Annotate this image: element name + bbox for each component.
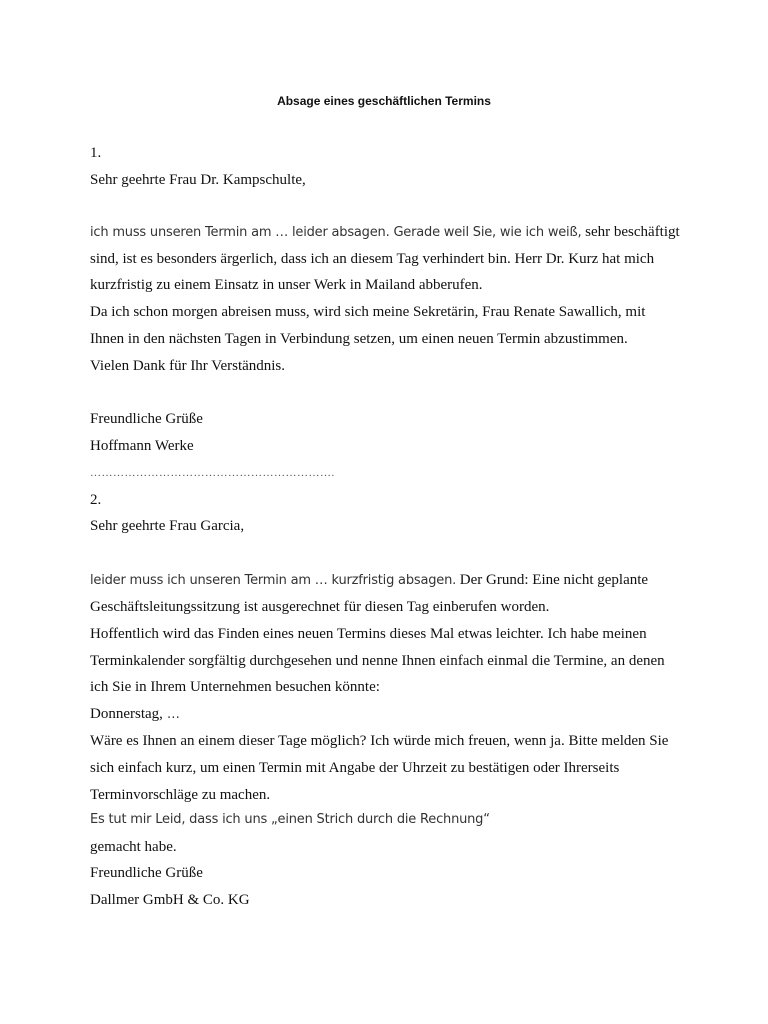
letter2-day-ellipsis: …	[162, 707, 180, 722]
letter1-paragraph-line-4: Da ich schon morgen abreisen muss, wird sich meine Sekretärin, Frau Renate Sawallich, mit	[90, 304, 646, 320]
letter1-paragraph-line-2: sind, ist es besonders ärgerlich, dass ich an diesem Tag verhindert bin. Herr Dr. Kurz hat mich	[90, 251, 655, 267]
letter2-closing: Freundliche Grüße	[90, 865, 203, 881]
letter1-paragraph-line-6: Vielen Dank für Ihr Verständnis.	[90, 358, 286, 374]
letter2-paragraph-line-9: Terminvorschläge zu machen.	[90, 787, 271, 803]
letter1-signature: Hoffmann Werke	[90, 438, 194, 454]
letter1-p1-end: sehr beschäftigt	[581, 224, 680, 240]
letter2-paragraph-line-10: Es tut mir Leid, dass ich uns „einen Strich durch die Rechnung“	[90, 812, 490, 827]
letter2-p1-end: Der Grund: Eine nicht geplante	[456, 572, 649, 588]
letter1-closing: Freundliche Grüße	[90, 411, 203, 427]
letter1-paragraph-line-3: kurzfristig zu einem Einsatz in unser Werk in Mailand abberufen.	[90, 277, 483, 293]
letter2-paragraph-line-2: Geschäftsleitungssitzung ist ausgerechnet für diesen Tag einberufen worden.	[90, 599, 550, 615]
letter2-signature: Dallmer GmbH & Co. KG	[90, 892, 250, 908]
letter1-paragraph-line-1	[90, 222, 730, 243]
letter2-paragraph-line-5: ich Sie in Ihrem Unternehmen besuchen könnte:	[90, 679, 380, 695]
letter2-salutation: Sehr geehrte Frau Garcia,	[90, 518, 245, 534]
letter1-paragraph-line-5: Ihnen in den nächsten Tagen in Verbindung setzen, um einen neuen Termin abzustimmen.	[90, 331, 628, 347]
letter1-salutation: Sehr geehrte Frau Dr. Kampschulte,	[90, 172, 306, 188]
letter-separator: ……………………………………………………….	[90, 467, 335, 479]
document-title: Absage eines geschäftlichen Termins	[277, 94, 491, 108]
letter2-number: 2.	[90, 492, 102, 508]
letter2-paragraph-line-11: gemacht habe.	[90, 839, 177, 855]
letter2-day: Donnerstag,	[90, 706, 163, 722]
letter2-paragraph-line-4: Terminkalender sorgfältig durchgesehen und nenne Ihnen einfach einmal die Termine, an denen	[90, 653, 665, 669]
letter2-paragraph-line-8: sich einfach kurz, um einen Termin mit Angabe der Uhrzeit zu bestätigen oder Ihrerseits	[90, 760, 620, 776]
letter2-p1-start: leider muss ich unseren Termin am … kurzfristig absagen.	[90, 573, 457, 588]
letter2-paragraph-line-7: Wäre es Ihnen an einem dieser Tage möglich? Ich würde mich freuen, wenn ja. Bitte melden Sie	[90, 733, 669, 749]
letter2-paragraph-line-6	[90, 704, 730, 725]
letter1-p1-start: ich muss unseren Termin am … leider absagen. Gerade weil Sie, wie ich weiß,	[90, 225, 582, 240]
letter2-paragraph-line-1	[90, 570, 730, 591]
letter1-number: 1.	[90, 145, 102, 161]
letter2-paragraph-line-3: Hoffentlich wird das Finden eines neuen Termins dieses Mal etwas leichter. Ich habe meinen	[90, 626, 647, 642]
